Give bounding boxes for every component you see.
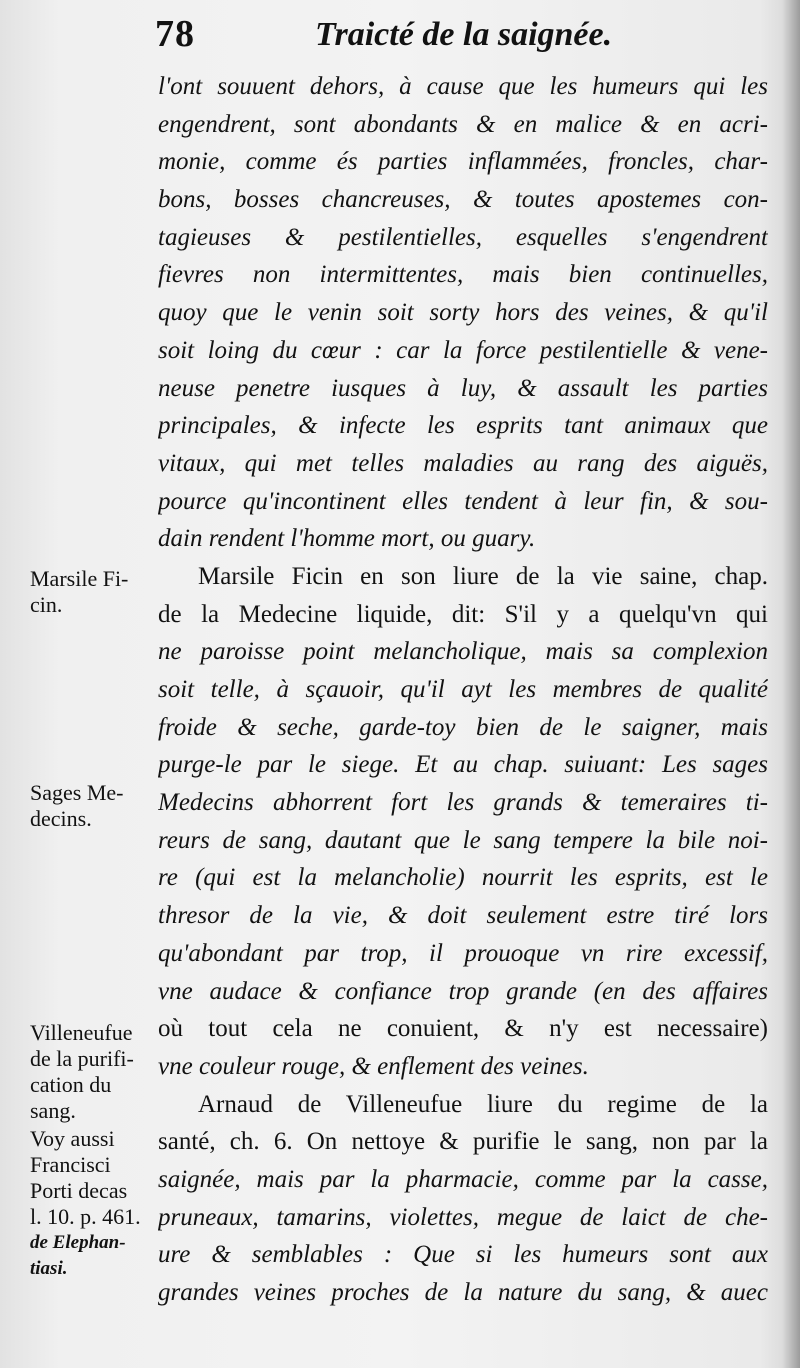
- text-line: pource qu'incontinent elles tendent à leur fin, & sou-: [158, 487, 768, 515]
- text-line: purge-le par le siege. Et au chap. suiuant: Les sages: [158, 751, 768, 779]
- margin-note-line: cin.: [30, 592, 63, 617]
- margin-note-line: l. 10. p. 461.: [30, 1204, 141, 1229]
- text-line: soit telle, à sçauoir, qu'il ayt les membres de qualité: [158, 676, 768, 703]
- text-line: thresor de la vie, & doit seulement estre tiré lors: [158, 902, 768, 930]
- text-line: Marsile Ficin en son liure de la vie saine, chap.: [198, 562, 768, 590]
- text-line: santé, ch. 6. On nettoye & purifie le sang, non par la: [158, 1128, 768, 1156]
- margin-note-line: Porti decas: [30, 1178, 128, 1203]
- main-text-block: [158, 68, 768, 1312]
- margin-note-line: decins.: [30, 806, 92, 831]
- text-line: Arnaud de Villeneufue liure du regime de la: [198, 1090, 768, 1118]
- page-edge-shadow: [782, 0, 800, 1368]
- text-line: où tout cela ne conuient, & n'y est necessaire): [158, 1015, 768, 1043]
- bleed-through-mark: [40, 150, 45, 171]
- text-line: soit loing du cœur : car la force pestilentielle & vene-: [158, 336, 768, 364]
- text-line: saignée, mais par la pharmacie, comme par la casse,: [158, 1165, 768, 1193]
- text-line: l'ont souuent dehors, à cause que les humeurs qui les: [158, 73, 768, 100]
- margin-note-line: Sages Me-: [30, 780, 124, 805]
- margin-note-line: Voy aussi: [30, 1126, 115, 1151]
- text-line: ne paroisse point melancholique, mais sa complexion: [158, 638, 768, 666]
- running-title: Traicté de la saignée.: [315, 16, 613, 53]
- text-line: engendrent, sont abondants & en malice & en acri-: [158, 110, 768, 138]
- text-line: monie, comme és parties inflammées, froncles, char-: [158, 148, 768, 176]
- page-number: 78: [155, 13, 195, 55]
- text-line: vne audace & confiance trop grande (en des affaires: [158, 977, 768, 1005]
- text-line: principales, & infecte les esprits tant animaux que: [158, 412, 768, 440]
- text-line: tagieuses & pestilentielles, esquelles s'engendrent: [158, 223, 768, 251]
- text-line: re (qui est la melancholie) nourrit les esprits, est le: [158, 864, 768, 892]
- margin-note-line: de Elephan-: [30, 1232, 126, 1253]
- margin-note-line: sang.: [30, 1098, 76, 1123]
- text-line: Medecins abhorrent fort les grands & temeraires ti-: [158, 789, 768, 817]
- text-line: grandes veines proches de la nature du sang, & auec: [158, 1279, 768, 1306]
- margin-note-sages-medecins: [30, 780, 160, 832]
- text-line: vne couleur rouge, & enflement des veines.: [158, 1052, 589, 1080]
- text-line: pruneaux, tamarins, violettes, megue de laict de che-: [158, 1203, 768, 1231]
- margin-note-voy-aussi: [30, 1126, 160, 1282]
- text-line: qu'abondant par trop, il prouoque vn rire excessif,: [158, 939, 768, 967]
- text-line: ure & semblables : Que si les humeurs sont aux: [158, 1241, 768, 1269]
- margin-note-line: tiasi.: [30, 1258, 68, 1279]
- margin-note-villeneufue: [30, 1020, 160, 1124]
- text-line: quoy que le venin soit sorty hors des veines, & qu'il: [158, 299, 768, 327]
- margin-note-line: de la purifi-: [30, 1046, 134, 1071]
- margin-note-line: Marsile Fi-: [30, 566, 129, 591]
- margin-note-line: Villeneufue: [30, 1020, 133, 1045]
- margin-note-marsile-ficin: [30, 566, 160, 618]
- text-line: neuse penetre iusques à luy, & assault les parties: [158, 374, 768, 402]
- text-line: bons, bosses chancreuses, & toutes apostemes con-: [158, 186, 768, 214]
- text-line: vitaux, qui met telles maladies au rang des aiguës,: [158, 449, 768, 477]
- running-header: [155, 12, 765, 60]
- text-line: reurs de sang, dautant que le sang tempere la bile noi-: [158, 826, 768, 854]
- text-line: dain rendent l'homme mort, ou guary.: [158, 525, 536, 553]
- margin-note-line: cation du: [30, 1072, 112, 1097]
- text-line: fievres non intermittentes, mais bien continuelles,: [158, 261, 768, 289]
- margin-note-line: Francisci: [30, 1152, 111, 1177]
- text-line: de la Medecine liquide, dit: S'il y a quelqu'vn qui: [158, 600, 768, 628]
- text-line: froide & seche, garde-toy bien de le saigner, mais: [158, 713, 768, 741]
